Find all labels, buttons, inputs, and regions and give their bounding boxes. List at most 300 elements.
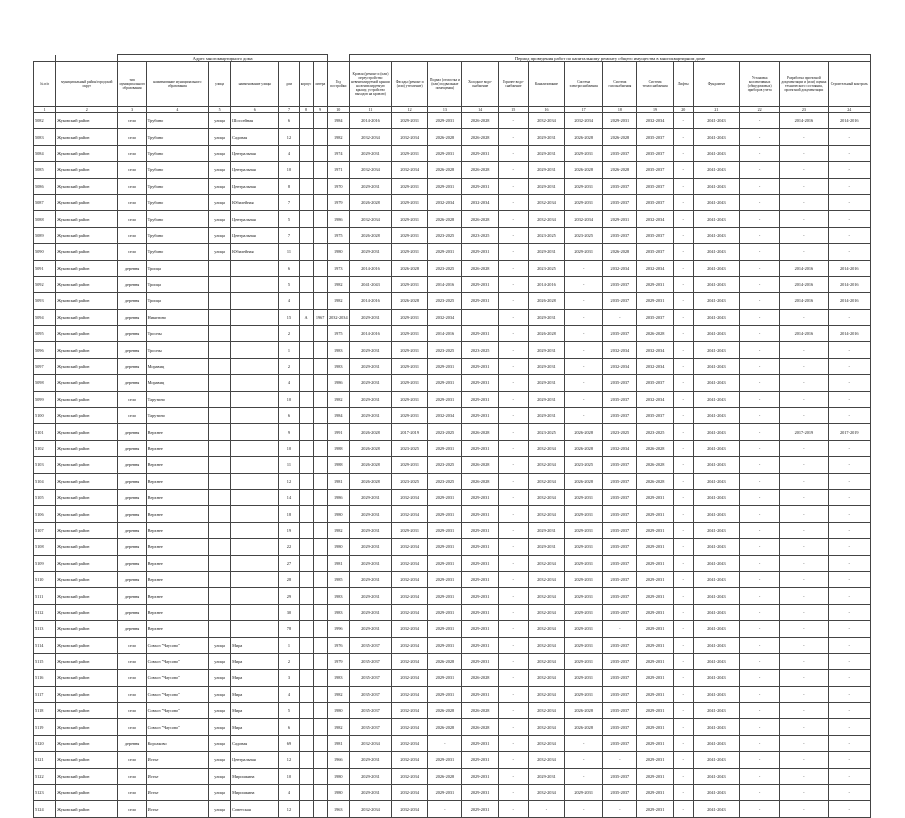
table-cell [462,309,498,325]
table-cell [299,162,313,178]
table-cell: 2032-2034 [528,194,564,210]
table-cell: 2026-2028 [349,440,391,456]
table-cell: 2029-2031 [603,113,637,129]
table-row [34,391,871,407]
table-cell: - [498,342,528,358]
table-cell: Центральная [231,178,279,194]
table-cell: 2026-2028 [349,194,391,210]
table-cell: - [740,621,780,637]
table-cell: 4 [279,375,299,391]
table-cell: 2035-2037 [603,489,637,505]
table-cell: 2032-2034 [528,571,564,587]
table-cell: 2032-2034 [528,637,564,653]
table-cell: - [780,473,828,489]
table-cell [209,604,231,620]
table-cell: Жуковский район [56,276,118,292]
table-cell: - [740,735,780,751]
table-cell: Трубино [146,244,208,260]
table-cell: улица [209,211,231,227]
table-cell: 2029-2031 [637,670,673,686]
table-cell [209,260,231,276]
table-cell: - [780,670,828,686]
table-cell [209,539,231,555]
table-cell: 2032-2034 [528,752,564,768]
table-cell: 2026-2028 [462,113,498,129]
table-cell [231,260,279,276]
table-cell: 2029-2031 [428,375,462,391]
table-cell: - [673,588,693,604]
table-cell: - [498,539,528,555]
table-cell: 1980 [327,768,349,784]
table-cell [313,391,327,407]
table-cell: 5111 [34,588,56,604]
table-cell: Мирошкина [231,785,279,801]
column-number: 3 [118,107,146,113]
table-cell: - [673,539,693,555]
table-cell [209,342,231,358]
column-number: 22 [740,107,780,113]
table-row [34,244,871,260]
table-cell: - [828,440,870,456]
table-cell: село [118,227,146,243]
table-cell: 2029-2031 [392,522,428,538]
table-cell [231,604,279,620]
table-cell: 2029-2031 [565,621,603,637]
table-cell: улица [209,194,231,210]
table-cell: 2035-2037 [637,194,673,210]
table-cell [313,703,327,719]
table-cell: 2026-2028 [349,473,391,489]
table-cell: Никитино [146,309,208,325]
table-cell: улица [209,244,231,260]
table-cell: - [780,703,828,719]
table-cell: 2035-2037 [603,604,637,620]
table-cell: 2026-2028 [428,703,462,719]
table-cell: 1981 [327,735,349,751]
table-cell [299,178,313,194]
table-cell [313,211,327,227]
column-header: Система теплоснабжения [637,62,673,107]
table-cell: улица [209,752,231,768]
table-cell: 2035-2037 [603,653,637,669]
table-cell: 2029-2031 [428,440,462,456]
table-cell: 2035-2037 [603,768,637,784]
table-cell: 2026-2028 [428,162,462,178]
table-cell: 1982 [327,719,349,735]
table-cell: село [118,194,146,210]
table-cell: 2041-2043 [693,391,739,407]
table-cell: - [828,653,870,669]
table-cell: - [828,309,870,325]
table-cell: - [673,522,693,538]
table-cell: - [828,473,870,489]
table-cell: 5099 [34,391,56,407]
table-cell: 2029-2031 [462,326,498,342]
table-cell: - [673,752,693,768]
table-cell: - [740,539,780,555]
table-cell: - [565,358,603,374]
table-cell [313,555,327,571]
table-cell: 27 [279,555,299,571]
table-cell: 5101 [34,424,56,440]
table-cell: 1982 [327,522,349,538]
table-cell: 2014-2016 [528,276,564,292]
table-cell: 2014-2016 [780,293,828,309]
table-cell: 2035-2037 [603,473,637,489]
table-cell: - [740,686,780,702]
table-cell: 12 [279,752,299,768]
table-cell: Шоссейная [231,113,279,129]
table-cell: - [673,637,693,653]
table-cell: - [498,752,528,768]
table-cell: 2029-2031 [637,293,673,309]
table-cell: 2041-2043 [693,703,739,719]
table-cell: - [498,719,528,735]
column-number: 7 [279,107,299,113]
table-cell: 1982 [327,686,349,702]
table-cell: 2014-2016 [828,260,870,276]
table-cell: - [673,260,693,276]
table-cell: 2029-2031 [428,752,462,768]
table-cell: 2032-2034 [392,686,428,702]
table-cell: улица [209,162,231,178]
table-cell: 2029-2031 [462,358,498,374]
table-cell: 2029-2031 [637,719,673,735]
table-cell: деревня [118,309,146,325]
table-cell: 2041-2043 [693,244,739,260]
table-cell: Жуковский район [56,670,118,686]
table-cell [313,801,327,817]
table-cell [299,424,313,440]
table-cell [299,703,313,719]
table-cell: Жуковский район [56,309,118,325]
table-cell: 2026-2028 [565,473,603,489]
table-cell: 6 [279,408,299,424]
table-cell: - [828,358,870,374]
table-cell: 2026-2028 [528,293,564,309]
table-cell: - [565,408,603,424]
table-cell: - [673,621,693,637]
table-cell: - [740,653,780,669]
table-cell: 2035-2037 [603,686,637,702]
table-cell: - [828,785,870,801]
table-cell: - [740,162,780,178]
table-cell: 2041-2043 [693,801,739,817]
table-cell: - [565,342,603,358]
table-cell: - [565,391,603,407]
table-cell: - [828,194,870,210]
table-cell: 2041-2043 [693,424,739,440]
table-cell: 2035-2037 [603,276,637,292]
column-header: наименование муниципального образования [146,62,208,107]
table-cell: Моравиц [146,358,208,374]
table-cell: 2032-2034 [528,785,564,801]
table-cell: 1979 [327,653,349,669]
table-cell: 2032-2034 [392,621,428,637]
table-cell: 2032-2034 [528,621,564,637]
table-cell: 2032-2034 [528,653,564,669]
table-cell: - [740,293,780,309]
table-cell: - [780,440,828,456]
table-cell: 7 [279,227,299,243]
table-cell: 2026-2028 [462,719,498,735]
table-cell: Жуковский район [56,113,118,129]
table-cell: 2032-2034 [428,408,462,424]
table-cell: - [740,227,780,243]
table-cell: 2029-2031 [528,391,564,407]
table-cell: улица [209,686,231,702]
table-cell: 2017-2019 [780,424,828,440]
table-cell: Жуковский район [56,785,118,801]
table-cell: - [828,342,870,358]
table-cell [313,293,327,309]
table-cell: 2032-2034 [637,358,673,374]
table-cell: - [673,555,693,571]
column-number: 20 [673,107,693,113]
column-header: Горячее водо-снабжение [498,62,528,107]
table-cell: село [118,686,146,702]
table-cell: Тарутино [146,391,208,407]
table-cell: Верхнее [146,571,208,587]
table-cell: 2035-2037 [603,735,637,751]
table-cell: 2035-2037 [637,178,673,194]
table-cell [231,621,279,637]
table-cell: - [498,162,528,178]
table-cell: 2035-2037 [637,244,673,260]
table-cell: 2035-2037 [603,457,637,473]
table-cell: 2032-2034 [462,194,498,210]
table-cell [313,735,327,751]
table-cell: Корсаково [146,735,208,751]
table-cell: - [740,424,780,440]
table-cell: Жуковский район [56,489,118,505]
table-cell: 1980 [327,506,349,522]
table-cell: 1982 [327,276,349,292]
table-cell: - [740,768,780,784]
table-cell: - [780,719,828,735]
table-cell: 2029-2031 [349,244,391,260]
table-cell: 2041-2043 [693,358,739,374]
table-cell: 2029-2031 [462,604,498,620]
table-cell: 2029-2031 [349,588,391,604]
table-cell: Верхнее [146,506,208,522]
table-row [34,326,871,342]
table-cell: 2041-2043 [693,342,739,358]
table-cell: 2023-2025 [392,440,428,456]
table-row [34,358,871,374]
table-cell: - [780,752,828,768]
table-cell: 2029-2031 [528,145,564,161]
table-cell: 2026-2028 [637,326,673,342]
table-cell: 1 [279,342,299,358]
table-cell: - [673,719,693,735]
table-cell: деревня [118,276,146,292]
table-cell: 2032-2034 [528,473,564,489]
table-cell: - [673,457,693,473]
table-cell: - [780,391,828,407]
table-cell: 2032-2034 [428,309,462,325]
table-cell: деревня [118,260,146,276]
table-cell [313,440,327,456]
table-cell: 2041-2043 [693,276,739,292]
table-cell [313,408,327,424]
table-cell: - [780,145,828,161]
table-cell: - [498,293,528,309]
table-cell: 2032-2034 [392,735,428,751]
table-cell: - [498,424,528,440]
table-cell: 5102 [34,440,56,456]
table-cell: Мира [231,719,279,735]
table-row [34,375,871,391]
table-cell: улица [209,735,231,751]
table-cell: Трубино [146,194,208,210]
table-cell: 2026-2028 [565,703,603,719]
table-cell: 5107 [34,522,56,538]
table-cell: 2029-2031 [462,571,498,587]
table-cell: Жуковский район [56,227,118,243]
table-cell: 2041-2043 [693,178,739,194]
table-cell: 1984 [327,408,349,424]
table-cell: 6 [279,113,299,129]
table-cell: - [780,129,828,145]
table-cell: Жуковский район [56,391,118,407]
table-row [34,670,871,686]
table-cell: 5 [279,276,299,292]
table-row [34,309,871,325]
table-cell: Жуковский район [56,211,118,227]
table-cell: 2035-2037 [603,178,637,194]
table-cell: Центральная [231,227,279,243]
column-number: 10 [327,107,349,113]
table-cell: 2029-2031 [428,178,462,194]
table-cell: 2029-2031 [392,391,428,407]
table-cell: 1983 [327,670,349,686]
table-cell: Истье [146,785,208,801]
table-cell: 2035-2037 [603,293,637,309]
table-cell: 2029-2031 [462,686,498,702]
table-cell: Верхнее [146,588,208,604]
table-cell: - [828,145,870,161]
table-cell: Тарутино [146,408,208,424]
table-cell: 5090 [34,244,56,260]
table-row [34,604,871,620]
table-cell: 12 [279,801,299,817]
table-cell [299,768,313,784]
column-header: Канализование [528,62,564,107]
table-cell: 2029-2031 [462,391,498,407]
table-body [34,113,871,818]
table-cell: Верхнее [146,539,208,555]
table-cell: - [498,211,528,227]
table-cell: - [740,326,780,342]
table-row [34,637,871,653]
table-cell: улица [209,719,231,735]
table-cell [313,571,327,587]
table-cell: 2035-2037 [637,145,673,161]
table-cell: - [673,571,693,587]
table-row [34,489,871,505]
table-cell: - [740,506,780,522]
table-cell: - [740,408,780,424]
table-cell: - [498,326,528,342]
table-row [34,801,871,817]
table-cell: - [498,178,528,194]
table-cell: 10 [279,391,299,407]
table-cell: - [498,145,528,161]
table-cell: деревня [118,424,146,440]
table-cell: 1967 [313,309,327,325]
table-cell: 2017-2019 [828,424,870,440]
table-cell [313,670,327,686]
table-cell: 2026-2028 [349,227,391,243]
table-cell: - [603,752,637,768]
table-cell [209,326,231,342]
table-cell: 5106 [34,506,56,522]
table-cell: село [118,703,146,719]
table-cell: деревня [118,326,146,342]
table-cell: - [740,670,780,686]
table-cell: Жуковский район [56,735,118,751]
table-cell: - [828,555,870,571]
table-cell: Совхоз "Чаусово" [146,686,208,702]
table-cell: 1983 [327,588,349,604]
table-cell [313,342,327,358]
table-cell: - [673,391,693,407]
table-cell: 1966 [327,752,349,768]
table-cell: 2029-2031 [392,457,428,473]
table-cell [299,785,313,801]
table-cell: 2 [279,653,299,669]
table-cell: - [498,703,528,719]
column-header: тип муниципального образования [118,62,146,107]
table-row [34,752,871,768]
header-columns-row [34,62,871,107]
table-row [34,555,871,571]
table-cell: 1982 [327,293,349,309]
table-cell: 2029-2031 [528,522,564,538]
table-cell: 2029-2031 [462,653,498,669]
table-cell: 2029-2031 [428,145,462,161]
table-cell: 1970 [327,178,349,194]
table-cell: - [780,244,828,260]
table-cell: Тросны [146,342,208,358]
table-cell: 4 [279,145,299,161]
table-cell: Жуковский район [56,686,118,702]
column-header: дом [279,62,299,107]
table-cell: 2035-2037 [603,522,637,538]
table-cell: Совхоз "Чаусово" [146,670,208,686]
table-cell: 2035-2037 [603,145,637,161]
table-cell: 2026-2028 [637,473,673,489]
table-row [34,653,871,669]
table-cell [209,588,231,604]
table-cell: 2029-2031 [565,194,603,210]
table-cell: - [780,555,828,571]
table-cell: 1986 [327,211,349,227]
table-cell: - [780,621,828,637]
table-cell: деревня [118,440,146,456]
table-cell: 2032-2034 [392,670,428,686]
table-cell: 2029-2031 [565,244,603,260]
table-cell: Трубино [146,178,208,194]
table-cell: 2032-2034 [392,785,428,801]
table-cell: 2029-2031 [462,785,498,801]
column-header: Строительный контроль [828,62,870,107]
table-cell: - [780,227,828,243]
table-cell: - [428,801,462,817]
table-cell: - [498,588,528,604]
table-cell: 2029-2031 [565,785,603,801]
